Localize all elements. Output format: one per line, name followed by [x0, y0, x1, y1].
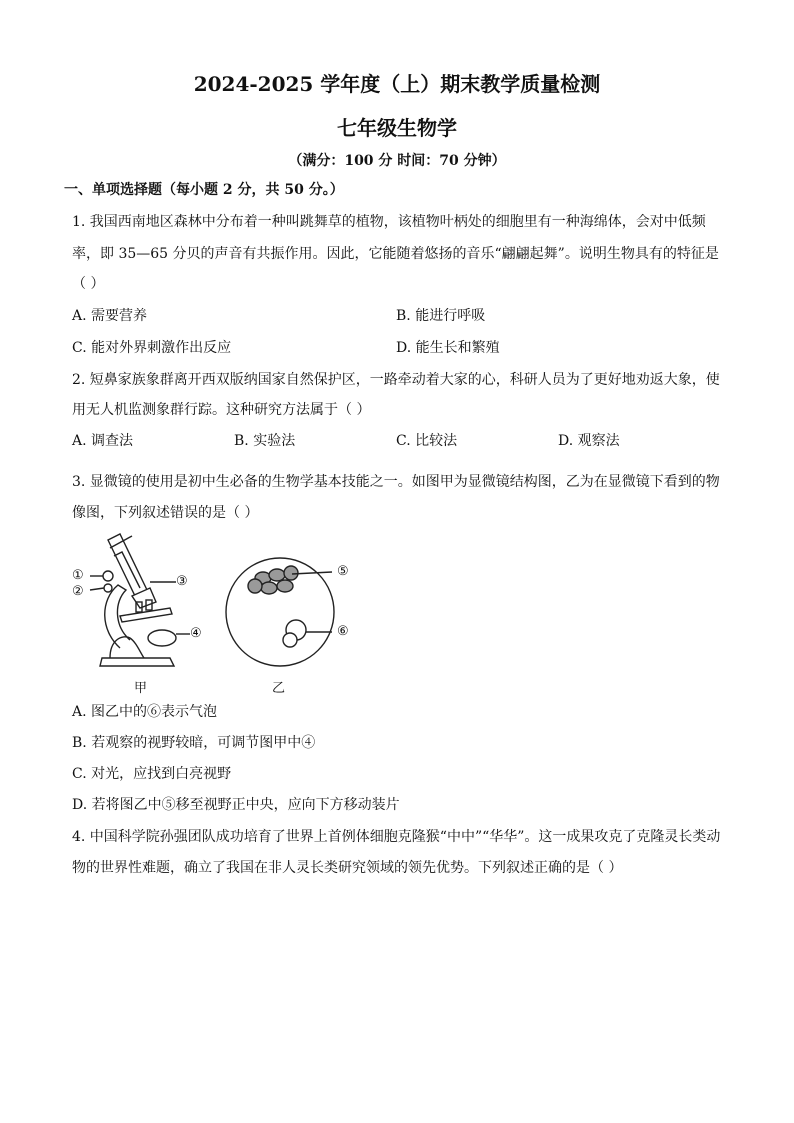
q1-option-a: A. 需要营养	[72, 308, 148, 324]
label-2: ②	[72, 584, 84, 599]
label-3: ③	[176, 574, 188, 589]
q2-line2: 用无人机监测象群行踪。这种研究方法属于（ ）	[72, 402, 371, 418]
figure-label-yi: 乙	[272, 681, 286, 696]
exam-info: （满分：100 分 时间：70 分钟）	[288, 153, 506, 169]
q1-line3: （ ）	[72, 276, 105, 292]
q3-line1: 3. 显微镜的使用是初中生必备的生物学基本技能之一。如图甲为显微镜结构图，乙为在显微镜下看到的物	[72, 474, 720, 490]
q2-line1: 2. 短鼻家族象群离开西双版纳国家自然保护区，一路牵动着大家的心，科研人员为了更好地劝返大象，使	[72, 372, 720, 388]
exam-subtitle: 七年级生物学	[337, 116, 457, 140]
exam-title: 2024-2025 学年度（上）期末教学质量检测	[193, 72, 601, 96]
section-heading: 一、单项选择题（每小题 2 分，共 50 分。）	[64, 182, 344, 198]
q1-option-b: B. 能进行呼吸	[396, 308, 486, 324]
q4-line1: 4. 中国科学院孙强团队成功培育了世界上首例体细胞克隆猴“中中”“华华”。这一成果攻克了克隆灵长类动	[72, 829, 721, 845]
q2-option-d: D. 观察法	[558, 433, 620, 449]
view-field-diagram	[226, 558, 334, 666]
q4-line2: 物的世界性难题，确立了我国在非人灵长类研究领域的领先优势。下列叙述正确的是（ ）	[72, 860, 623, 876]
label-1: ①	[72, 568, 84, 583]
q1-line2: 率，即 35—65 分贝的声音有共振作用。因此，它能随着悠扬的音乐“翩翩起舞”。说明生物具有的特征是	[72, 246, 719, 262]
q2-option-c: C. 比较法	[396, 433, 458, 449]
q1-option-d: D. 能生长和繁殖	[396, 340, 500, 356]
q3-line2: 像图，下列叙述错误的是（ ）	[72, 505, 259, 521]
q3-option-b: B. 若观察的视野较暗，可调节图甲中④	[72, 735, 316, 751]
label-4: ④	[190, 626, 202, 641]
q1-option-c: C. 能对外界刺激作出反应	[72, 340, 232, 356]
q1-line1: 1. 我国西南地区森林中分布着一种叫跳舞草的植物，该植物叶柄处的细胞里有一种海绵体，会对中低频	[72, 214, 706, 230]
q2-option-b: B. 实验法	[234, 433, 296, 449]
figure-label-jia: 甲	[134, 681, 148, 696]
microscope-diagram	[90, 534, 190, 666]
q3-option-d: D. 若将图乙中⑤移至视野正中央，应向下方移动装片	[72, 797, 400, 813]
label-6: ⑥	[337, 624, 349, 639]
q2-option-a: A. 调查法	[72, 433, 134, 449]
q3-option-a: A. 图乙中的⑥表示气泡	[72, 704, 218, 720]
label-5: ⑤	[337, 564, 349, 579]
microscope-figure	[70, 530, 370, 695]
q3-option-c: C. 对光，应找到白亮视野	[72, 766, 232, 782]
